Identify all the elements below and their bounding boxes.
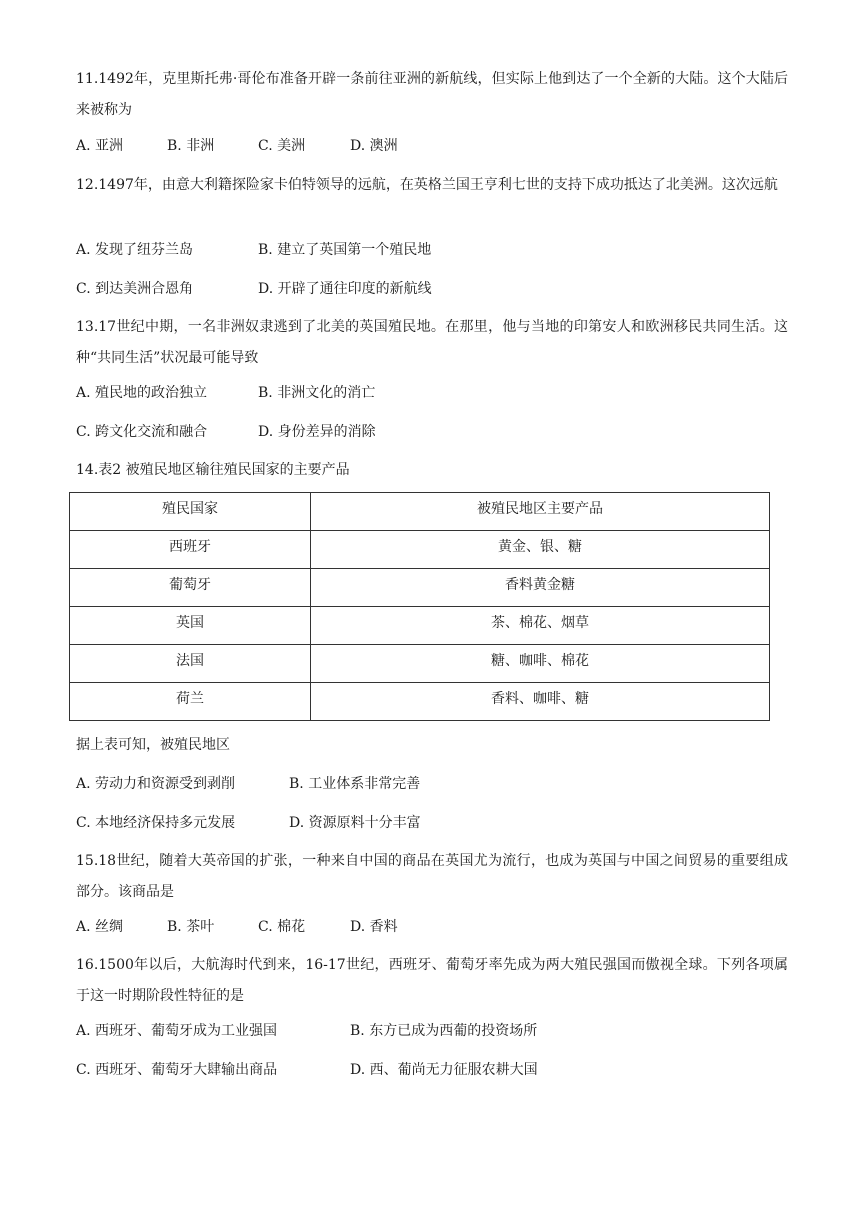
table-cell-country: 西班牙 [70,531,311,569]
q14-option-c[interactable]: C. 本地经济保持多元发展 [76,815,236,831]
colonial-products-table [69,492,770,721]
table-cell-products: 香料、咖啡、糖 [311,683,770,721]
table-cell-products: 黄金、银、糖 [311,531,770,569]
table-row [70,607,770,645]
question-15-text: 15.18世纪，随着大英帝国的扩张，一种来自中国的商品在英国尤为流行，也成为英国与中国之间贸易的重要组成部分。该商品是 [76,853,788,900]
q13-option-a[interactable]: A. 殖民地的政治独立 [76,385,208,401]
table-header-cell: 被殖民地区主要产品 [311,493,770,531]
question-14-stem: 据上表可知，被殖民地区 [76,737,230,753]
q15-option-b[interactable]: B. 茶叶 [167,919,215,935]
q12-option-d[interactable]: D. 开辟了通往印度的新航线 [258,281,432,297]
q16-option-a[interactable]: A. 西班牙、葡萄牙成为工业强国 [76,1023,278,1039]
table-cell-country: 英国 [70,607,311,645]
table-cell-country: 葡萄牙 [70,569,311,607]
q13-option-c[interactable]: C. 跨文化交流和融合 [76,424,208,440]
q15-option-c[interactable]: C. 棉花 [258,919,306,935]
q12-option-a[interactable]: A. 发现了纽芬兰岛 [76,242,194,258]
q16-option-c[interactable]: C. 西班牙、葡萄牙大肆输出商品 [76,1062,278,1078]
table-row [70,531,770,569]
question-16-text: 16.1500年以后，大航海时代到来，16-17世纪，西班牙、葡萄牙率先成为两大殖民强国而傲视全球。下列各项属于这一时期阶段性特征的是 [76,957,788,1004]
question-14-text: 14.表2 被殖民地区输往殖民国家的主要产品 [76,462,350,478]
table-cell-products: 糖、咖啡、棉花 [311,645,770,683]
q11-option-c[interactable]: C. 美洲 [258,138,306,154]
q14-option-b[interactable]: B. 工业体系非常完善 [289,776,421,792]
q12-option-c[interactable]: C. 到达美洲合恩角 [76,281,194,297]
q16-option-d[interactable]: D. 西、葡尚无力征服农耕大国 [350,1062,538,1078]
table-row [70,569,770,607]
q12-option-b[interactable]: B. 建立了英国第一个殖民地 [258,242,432,258]
question-12-text: 12.1497年，由意大利籍探险家卡伯特领导的远航，在英格兰国王亨利七世的支持下成功抵达了北美洲。这次远航 [76,177,778,193]
q14-option-a[interactable]: A. 劳动力和资源受到剥削 [76,776,236,792]
q14-option-d[interactable]: D. 资源原料十分丰富 [289,815,421,831]
table-header-cell: 殖民国家 [70,493,311,531]
table-cell-country: 法国 [70,645,311,683]
q11-option-a[interactable]: A. 亚洲 [76,138,124,154]
q13-option-b[interactable]: B. 非洲文化的消亡 [258,385,376,401]
question-13-text: 13.17世纪中期，一名非洲奴隶逃到了北美的英国殖民地。在那里，他与当地的印第安人和欧洲移民共同生活。这种“共同生活”状况最可能导致 [76,319,788,366]
table-row [70,645,770,683]
q15-option-a[interactable]: A. 丝绸 [76,919,124,935]
table-cell-country: 荷兰 [70,683,311,721]
q16-option-b[interactable]: B. 东方已成为西葡的投资场所 [350,1023,538,1039]
table-header-row [70,493,770,531]
table-cell-products: 茶、棉花、烟草 [311,607,770,645]
table-row [70,683,770,721]
q11-option-d[interactable]: D. 澳洲 [350,138,398,154]
table-cell-products: 香料黄金糖 [311,569,770,607]
q13-option-d[interactable]: D. 身份差异的消除 [258,424,376,440]
question-11-text: 11.1492年，克里斯托弗·哥伦布准备开辟一条前往亚洲的新航线，但实际上他到达了一个全新的大陆。这个大陆后来被称为 [76,71,788,118]
q15-option-d[interactable]: D. 香料 [350,919,398,935]
q11-option-b[interactable]: B. 非洲 [167,138,215,154]
